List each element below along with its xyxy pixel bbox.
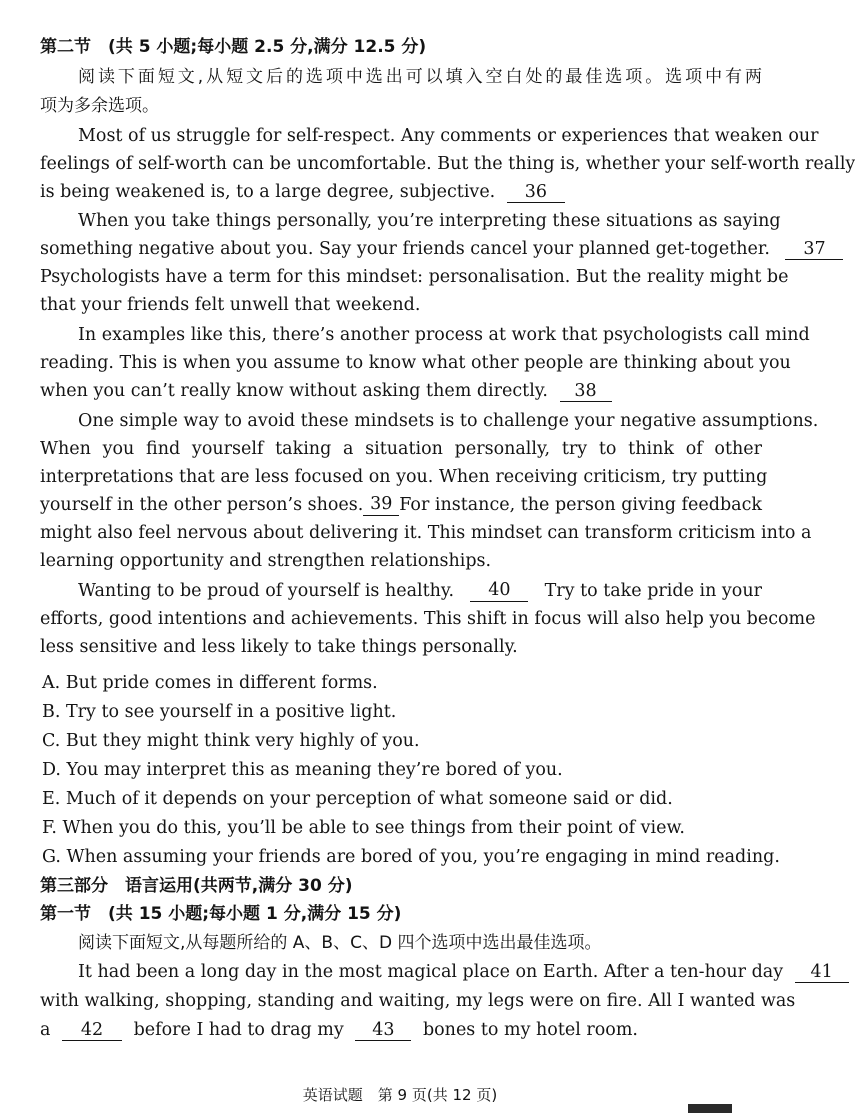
p2-line2 bbox=[40, 238, 826, 260]
option-f: F. When you do this, you’ll be able to see things from their point of view. bbox=[42, 818, 685, 838]
p1-line3 bbox=[40, 181, 762, 203]
p1-line1: Most of us struggle for self-respect. Any comments or experiences that weaken our bbox=[78, 126, 819, 146]
p4-line5: might also feel nervous about delivering it. This mindset can transform criticism into a bbox=[40, 523, 812, 543]
p2-line1: When you take things personally, you’re interpreting these situations as saying bbox=[78, 211, 781, 231]
p4-line2: When you find yourself taking a situation personally, try to think of other bbox=[40, 439, 762, 459]
cloze-line3-text-b: before I had to drag my bbox=[133, 1020, 344, 1040]
option-g: G. When assuming your friends are bored of you, you’re engaging in mind reading. bbox=[42, 847, 780, 867]
part3-header: 第三部分 语言运用(共两节,满分 30 分) bbox=[40, 876, 353, 896]
blank-41: 41 bbox=[795, 962, 849, 983]
blank-37: 37 bbox=[785, 239, 843, 260]
blank-43: 43 bbox=[355, 1020, 411, 1041]
p5-line1 bbox=[40, 580, 762, 602]
cloze-line1-text: It had been a long day in the most magical place on Earth. After a ten-hour day bbox=[78, 962, 784, 982]
p2-line3: Psychologists have a term for this mindset: personalisation. But the reality might be bbox=[40, 267, 789, 287]
section2-header: 第二节 (共 5 小题;每小题 2.5 分,满分 12.5 分) bbox=[40, 37, 427, 57]
p2-line2-text: something negative about you. Say your friends cancel your planned get-together. bbox=[40, 239, 770, 259]
p3-line2: reading. This is when you assume to know what other people are thinking about you bbox=[40, 353, 791, 373]
cloze-line3 bbox=[40, 1019, 762, 1041]
page-footer: 英语试题 第 9 页(共 12 页) bbox=[302, 1086, 498, 1104]
section2-instruction-line1: 阅读下面短文,从短文后的选项中选出可以填入空白处的最佳选项。选项中有两 bbox=[78, 67, 762, 87]
blank-42: 42 bbox=[62, 1020, 122, 1041]
cloze-line1 bbox=[40, 961, 833, 983]
p1-line2: feelings of self-worth can be uncomfortable. But the thing is, whether your self-worth really bbox=[40, 154, 855, 174]
blank-40: 40 bbox=[470, 580, 528, 602]
cloze-line2: with walking, shopping, standing and waiting, my legs were on fire. All I wanted was bbox=[40, 991, 796, 1011]
option-d: D. You may interpret this as meaning they’re bored of you. bbox=[42, 760, 563, 780]
option-e: E. Much of it depends on your perception of what someone said or did. bbox=[42, 789, 673, 809]
blank-36: 36 bbox=[507, 182, 565, 203]
option-b: B. Try to see yourself in a positive light. bbox=[42, 702, 397, 722]
p5-line3: less sensitive and less likely to take things personally. bbox=[40, 637, 518, 657]
p4-line1: One simple way to avoid these mindsets is to challenge your negative assumptions. bbox=[78, 411, 819, 431]
print-mark bbox=[688, 1104, 732, 1113]
blank-38: 38 bbox=[560, 381, 612, 402]
p5-line2: efforts, good intentions and achievements. This shift in focus will also help you become bbox=[40, 609, 816, 629]
p3-line1: In examples like this, there’s another process at work that psychologists call mind bbox=[78, 325, 810, 345]
cloze-line3-text-a: a bbox=[40, 1020, 51, 1040]
cloze-line3-text-c: bones to my hotel room. bbox=[422, 1020, 638, 1040]
p2-line4: that your friends felt unwell that weekend. bbox=[40, 295, 421, 315]
p4-line6: learning opportunity and strengthen relationships. bbox=[40, 551, 492, 571]
p3-line3 bbox=[40, 380, 762, 402]
section1-instruction: 阅读下面短文,从每题所给的 A、B、C、D 四个选项中选出最佳选项。 bbox=[78, 933, 602, 953]
p5-line1-text-a: Wanting to be proud of yourself is healthy. bbox=[78, 581, 455, 601]
p4-line4 bbox=[40, 494, 762, 516]
p3-line3-text: when you can’t really know without asking them directly. bbox=[40, 381, 548, 401]
p1-line3-text: is being weakened is, to a large degree, subjective. bbox=[40, 182, 496, 202]
p4-line3: interpretations that are less focused on you. When receiving criticism, try putting bbox=[40, 467, 768, 487]
p4-line4-text-b: For instance, the person giving feedback bbox=[399, 495, 762, 515]
section1-header bbox=[40, 903, 762, 925]
option-a: A. But pride comes in different forms. bbox=[42, 673, 378, 693]
option-c: C. But they might think very highly of you. bbox=[42, 731, 420, 751]
section2-instruction-line2: 项为多余选项。 bbox=[40, 96, 159, 116]
p5-line1-text-b: Try to take pride in your bbox=[544, 581, 762, 601]
p4-line4-text-a: yourself in the other person’s shoes. bbox=[40, 495, 364, 515]
section1-header-text: 第一节 (共 15 小题;每小题 1 分,满分 15 分) bbox=[40, 904, 402, 924]
blank-39: 39 bbox=[363, 494, 399, 516]
